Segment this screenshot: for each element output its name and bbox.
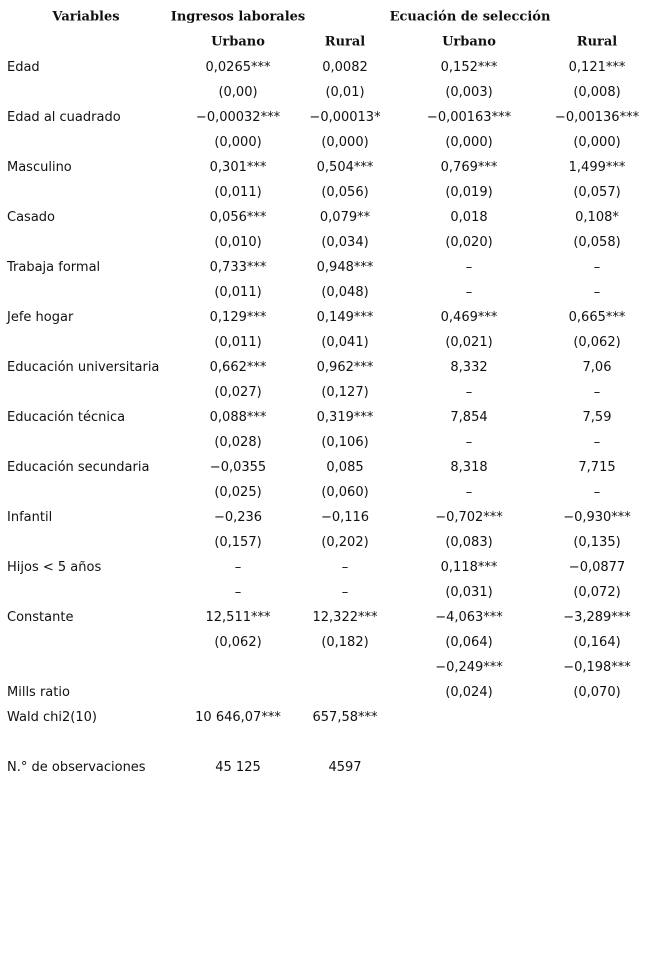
row-label: Edad [7,60,40,75]
table-row [0,280,650,305]
table-cell: – [341,585,349,600]
row-label: Hijos < 5 años [7,560,102,575]
table-cell: 0,665*** [568,310,626,325]
table-cell: – [234,585,242,600]
table-cell: −0,00136*** [554,110,640,125]
table-row [0,705,650,730]
table-cell: 8,332 [450,360,488,375]
table-cell: (0,031) [445,585,493,600]
table-cell: – [465,285,473,300]
table-cell: (0,010) [214,235,262,250]
table-row [0,755,650,780]
table-cell: (0,000) [321,135,369,150]
table-cell: (0,164) [573,635,621,650]
table-cell: 0,301*** [209,160,267,175]
row-label: Educación secundaria [7,460,150,475]
table-cell: – [465,435,473,450]
table-row [0,655,650,680]
table-cell: 0,469*** [440,310,498,325]
table-cell: (0,041) [321,335,369,350]
row-label: Mills ratio [7,685,70,700]
table-cell: −0,00163*** [426,110,512,125]
table-cell: – [593,485,601,500]
table-cell: 0,108* [575,210,619,225]
header-variables: Variables [52,9,120,25]
table-cell: (0,021) [445,335,493,350]
table-cell: (0,020) [445,235,493,250]
table-cell: 0,088*** [209,410,267,425]
table-cell: −0,930*** [563,510,631,525]
table-row [0,430,650,455]
table-cell: (0,106) [321,435,369,450]
table-cell: 0,129*** [209,310,267,325]
row-label: Masculino [7,160,72,175]
table-cell: (0,127) [321,385,369,400]
table-cell: 4597 [328,760,362,775]
table-row [0,380,650,405]
table-cell: 0,504*** [316,160,374,175]
table-cell: 7,715 [578,460,616,475]
table-row [0,330,650,355]
table-cell: 0,018 [450,210,488,225]
table-cell: 7,854 [450,410,488,425]
table-cell: 0,121*** [568,60,626,75]
table-row [0,355,650,380]
table-row [0,455,650,480]
table-cell: (0,034) [321,235,369,250]
table-row [0,130,650,155]
table-cell: (0,057) [573,185,621,200]
table-cell: (0,024) [445,685,493,700]
table-cell: −0,249*** [435,660,503,675]
table-cell: 1,499*** [568,160,626,175]
table-cell: −3,289*** [563,610,631,625]
table-row [0,180,650,205]
table-row [0,80,650,105]
table-cell: −0,702*** [435,510,503,525]
table-cell: 7,59 [582,410,612,425]
table-cell: (0,003) [445,85,493,100]
table-cell: 0,152*** [440,60,498,75]
table-cell: (0,01) [325,85,365,100]
table-cell: −0,0877 [568,560,626,575]
table-row [0,605,650,630]
header-ingresos-laborales: Ingresos laborales [170,9,306,25]
table-row [0,680,650,705]
table-row [0,305,650,330]
table-cell: – [593,385,601,400]
table-cell: – [465,260,473,275]
table-cell: 657,58*** [312,710,378,725]
table-cell: (0,182) [321,635,369,650]
row-label: Educación universitaria [7,360,160,375]
table-cell: 0,0082 [322,60,368,75]
table-cell: 8,318 [450,460,488,475]
table-row [0,155,650,180]
row-label: N.° de observaciones [7,760,146,775]
table-cell: (0,072) [573,585,621,600]
table-cell: (0,019) [445,185,493,200]
table-cell: (0,025) [214,485,262,500]
table-cell: 0,319*** [316,410,374,425]
table-row [0,255,650,280]
table-cell: −0,00032*** [195,110,281,125]
table-row [0,555,650,580]
table-cell: (0,008) [573,85,621,100]
table-cell: (0,000) [573,135,621,150]
header-ecuacion-seleccion: Ecuación de selección [389,9,551,25]
table-row [0,530,650,555]
table-cell: (0,135) [573,535,621,550]
table-cell: (0,000) [445,135,493,150]
subheader-rural: Rural [324,34,366,50]
table-cell: – [593,260,601,275]
table-cell: −4,063*** [435,610,503,625]
row-label: Infantil [7,510,53,525]
table-cell: 0,149*** [316,310,374,325]
table-row [0,230,650,255]
table-cell: – [465,385,473,400]
table-cell: 45 125 [215,760,261,775]
table-cell: (0,060) [321,485,369,500]
table-cell: 12,322*** [312,610,378,625]
table-cell: (0,062) [573,335,621,350]
table-cell: 0,962*** [316,360,374,375]
table-cell: (0,056) [321,185,369,200]
table-cell: (0,027) [214,385,262,400]
table-cell: (0,202) [321,535,369,550]
table-cell: 0,769*** [440,160,498,175]
table-cell: 7,06 [582,360,612,375]
table-cell: – [593,285,601,300]
row-label: Casado [7,210,55,225]
table-row [0,55,650,80]
subheader-urbano: Urbano [442,34,496,50]
row-label: Educación técnica [7,410,126,425]
table-cell: (0,00) [218,85,258,100]
table-row [0,730,650,755]
table-row [0,630,650,655]
row-label: Edad al cuadrado [7,110,121,125]
table-cell: (0,011) [214,285,262,300]
table-cell: – [341,560,349,575]
table-cell: (0,062) [214,635,262,650]
table-row [0,105,650,130]
table-cell: (0,011) [214,335,262,350]
table-cell: 0,733*** [209,260,267,275]
table-cell: −0,0355 [209,460,267,475]
table-cell: 0,118*** [440,560,498,575]
subheader-urbano: Urbano [211,34,265,50]
table-cell: – [593,435,601,450]
table-row [0,505,650,530]
table-cell: −0,00013* [309,110,381,125]
row-label: Wald chi2(10) [7,710,97,725]
table-cell: (0,058) [573,235,621,250]
row-label: Constante [7,610,74,625]
table-cell: (0,000) [214,135,262,150]
table-cell: 0,662*** [209,360,267,375]
table-cell: −0,198*** [563,660,631,675]
table-cell: (0,083) [445,535,493,550]
table-cell: −0,116 [320,510,370,525]
row-label: Trabaja formal [7,260,101,275]
table-row [0,405,650,430]
table-cell: – [234,560,242,575]
table-cell: 10 646,07*** [195,710,281,725]
table-cell: 0,948*** [316,260,374,275]
row-label: Jefe hogar [7,310,74,325]
table-cell: (0,070) [573,685,621,700]
table-cell: (0,064) [445,635,493,650]
table-row [0,480,650,505]
subheader-rural: Rural [576,34,618,50]
table-cell: 12,511*** [205,610,271,625]
table-row [0,580,650,605]
table-cell: −0,236 [213,510,263,525]
table-cell: 0,0265*** [205,60,271,75]
table-cell: 0,056*** [209,210,267,225]
table-cell: 0,079** [319,210,371,225]
table-cell: 0,085 [326,460,364,475]
table-cell: (0,011) [214,185,262,200]
table-cell: (0,157) [214,535,262,550]
table-cell: (0,028) [214,435,262,450]
table-cell: – [465,485,473,500]
table-row [0,205,650,230]
table-cell: (0,048) [321,285,369,300]
